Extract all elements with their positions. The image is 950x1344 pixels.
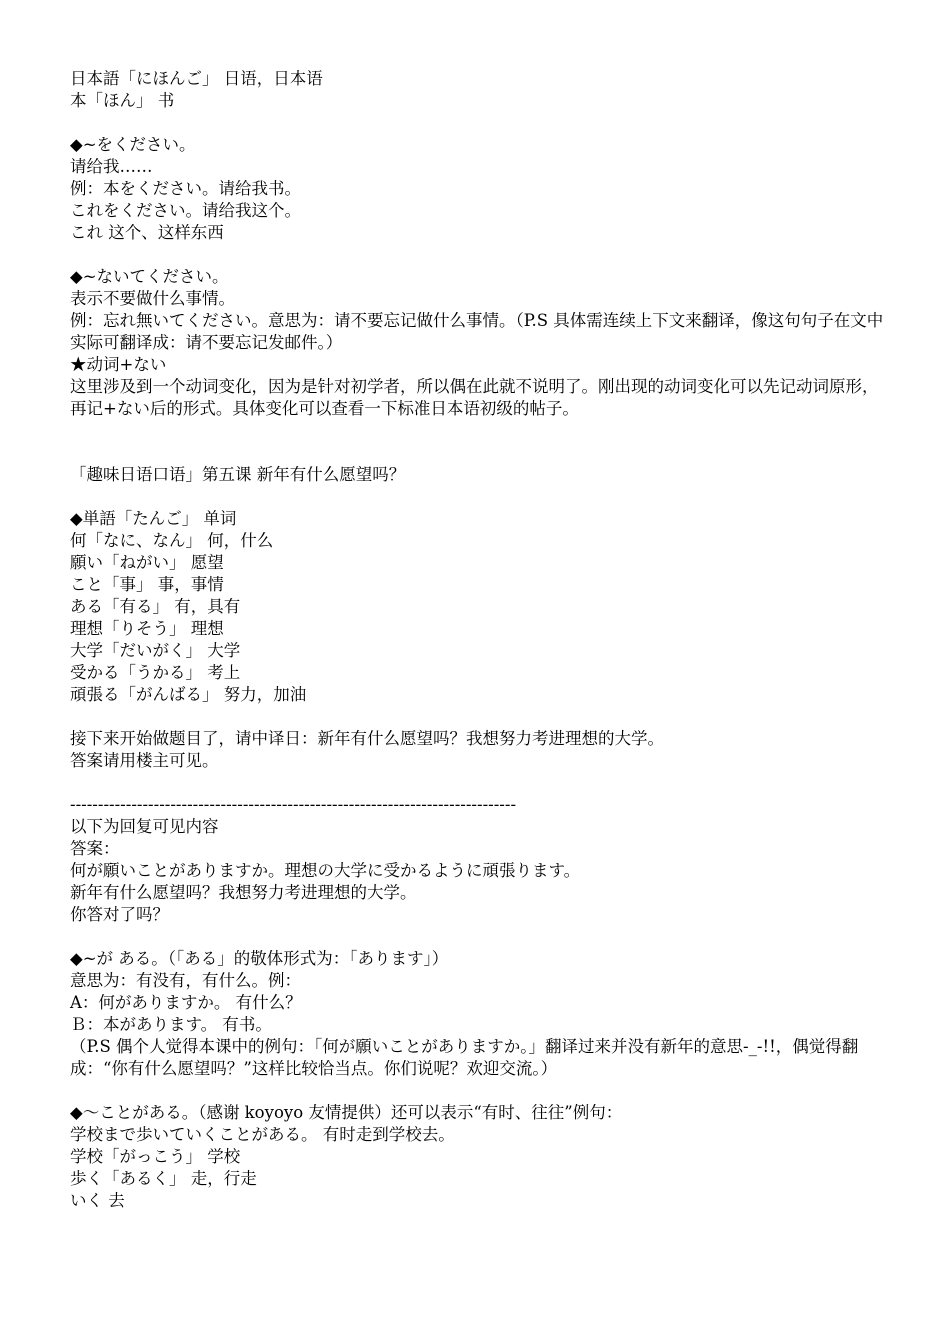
text-line: これ 这个、这样东西	[70, 223, 224, 242]
vocab-item: 歩く「あるく」 走，行走	[70, 1169, 257, 1188]
vocab-item: 大学「だいがく」 大学	[70, 641, 241, 660]
vocab-item: 学校「がっこう」 学校	[70, 1147, 241, 1166]
vocab-item: 受かる「うかる」 考上	[70, 663, 241, 682]
text-line: 请给我……	[70, 157, 153, 176]
text-line: 例：本をください。请给我书。	[70, 179, 301, 198]
section-heading: ◆単語「たんご」 单词	[70, 509, 237, 528]
text-paragraph: 例：忘れ無いてください。意思为：请不要忘记做什么事情。（P.S 具体需连续上下文来翻译，像这句句子在文中实际可翻译成：请不要忘记发邮件。）	[70, 311, 884, 352]
text-line: 意思为：有没有，有什么。例：	[70, 971, 301, 990]
spacer	[70, 772, 885, 794]
vocab-item: 理想「りそう」 理想	[70, 619, 224, 638]
text-line: 答案请用楼主可见。	[70, 751, 219, 770]
vocab-intro	[70, 68, 885, 112]
text-line: 学校まで歩いていくことがある。 有时走到学校去。	[70, 1125, 455, 1144]
text-line: 日本語「にほんご」 日语，日本语	[70, 69, 323, 88]
text-line: これをください。请给我这个。	[70, 201, 301, 220]
text-line: 表示不要做什么事情。	[70, 289, 235, 308]
lesson-title: 「趣味日语口语」第五课 新年有什么愿望吗？	[70, 465, 406, 484]
vocab-item: こと「事」 事，事情	[70, 575, 224, 594]
section-kudasai	[70, 134, 885, 244]
vocab-item: 何「なに、なん」 何，什么	[70, 531, 274, 550]
lesson-title-block	[70, 464, 885, 486]
text-line: A：何がありますか。 有什么？	[70, 993, 302, 1012]
spacer	[70, 706, 885, 728]
vocab-item: 頑張る「がんばる」 努力，加油	[70, 685, 307, 704]
spacer	[70, 926, 885, 948]
document-body	[70, 68, 885, 1212]
section-vocabulary	[70, 508, 885, 706]
section-heading: ◆~をください。	[70, 135, 196, 154]
vocab-item: ある「有る」 有，具有	[70, 597, 241, 616]
vocab-item: いく 去	[70, 1191, 125, 1210]
text-line: 本「ほん」 书	[70, 91, 175, 110]
section-ga-aru	[70, 948, 885, 1080]
section-heading: ◆~ないてください。	[70, 267, 229, 286]
spacer	[70, 244, 885, 266]
divider-line: --------------------------------------------------------------------------------	[70, 795, 517, 814]
text-line: Ｂ：本があります。 有书。	[70, 1015, 272, 1034]
spacer	[70, 1080, 885, 1102]
section-naide-kudasai	[70, 266, 885, 420]
text-paragraph: 这里涉及到一个动词变化，因为是针对初学者，所以偶在此就不说明了。刚出现的动词变化可以先记动词原形，再记+ない后的形式。具体变化可以查看一下标准日本语初级的帖子。	[70, 377, 879, 418]
text-line: 何が願いことがありますか。理想の大学に受かるように頑張ります。	[70, 861, 581, 880]
spacer	[70, 420, 885, 464]
section-koto-ga-aru	[70, 1102, 885, 1212]
vocab-item: 願い「ねがい」 愿望	[70, 553, 224, 572]
section-exercise	[70, 728, 885, 772]
text-line: ★动词+ない	[70, 355, 167, 374]
text-line: 以下为回复可见内容	[70, 817, 219, 836]
section-heading: ◆~が ある。（「ある」的敬体形式为：「あります」）	[70, 949, 449, 968]
text-line: 接下来开始做题目了，请中译日：新年有什么愿望吗？我想努力考进理想的大学。	[70, 729, 664, 748]
section-answer	[70, 794, 885, 926]
spacer	[70, 486, 885, 508]
text-line: 你答对了吗？	[70, 905, 169, 924]
section-heading: ◆～ことがある。（感谢 koyoyo 友情提供）还可以表示“有时、往往”例句：	[70, 1103, 623, 1122]
spacer	[70, 112, 885, 134]
text-line: 答案：	[70, 839, 120, 858]
text-line: 新年有什么愿望吗？我想努力考进理想的大学。	[70, 883, 417, 902]
text-paragraph: （P.S 偶个人觉得本课中的例句：「何が願いことがありますか。」翻译过来并没有新年的意思-_-!!，偶觉得翻成：“你有什么愿望吗？”这样比较恰当点。你们说呢？欢迎交流。）	[70, 1037, 859, 1078]
